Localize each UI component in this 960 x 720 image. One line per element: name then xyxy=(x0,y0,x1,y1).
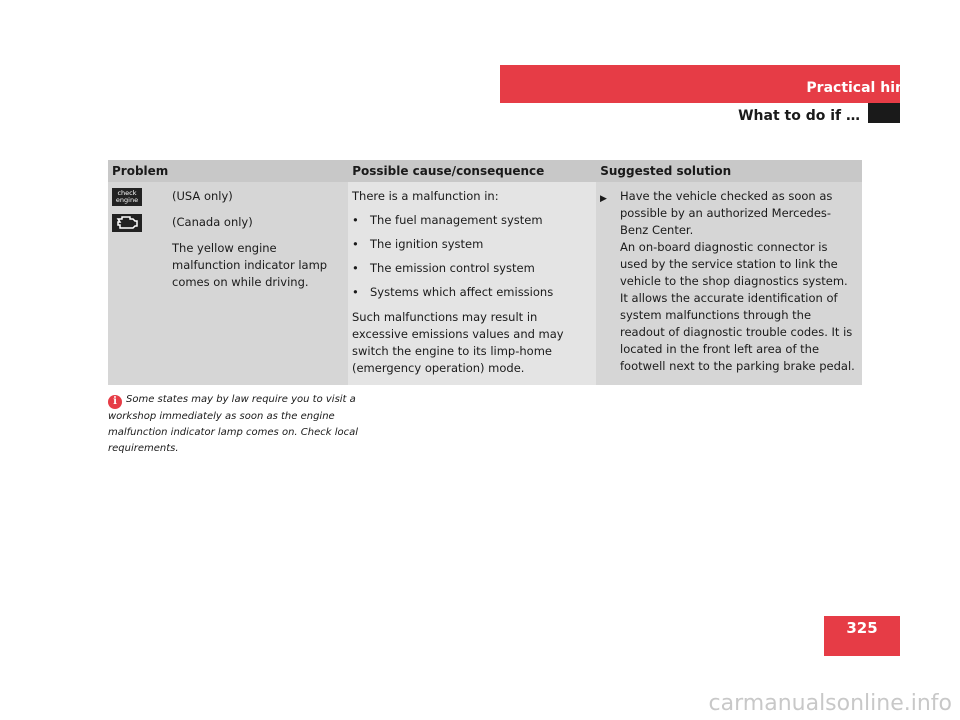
problem-description: The yellow engine malfunction indicator lamp comes on while driving. xyxy=(172,241,328,289)
header-cause: Possible cause/consequence xyxy=(352,164,545,178)
table-header xyxy=(108,160,862,182)
solution-detail: An on-board diagnostic connector is used by the service station to link the vehicle to the shop diagnostics system. It allows the accurate identification of system malfunctions through the readout of diagnostic trouble codes. It is located in the front left area of the footwell next to the parking brake pedal. xyxy=(620,240,855,373)
table-row xyxy=(108,182,862,385)
list-item: • The emission control system xyxy=(352,261,535,275)
engine-icon xyxy=(112,214,142,232)
cause-consequence: Such malfunctions may result in excessive emissions values and may switch the engine to its limp-home (emergency operation) mode. xyxy=(352,310,564,375)
list-item: • The ignition system xyxy=(352,237,484,251)
solution-action: Have the vehicle checked as soon as possible by an authorized Mercedes-Benz Center. xyxy=(620,189,833,237)
header-tab xyxy=(868,103,900,123)
usa-label: (USA only) xyxy=(172,189,233,203)
list-item: • The fuel management system xyxy=(352,213,543,227)
solution-cell xyxy=(596,182,862,385)
subsection-title: What to do if … xyxy=(738,108,860,124)
page-number: 325 xyxy=(846,619,878,637)
info-icon: i xyxy=(108,395,122,409)
cause-intro: There is a malfunction in: xyxy=(352,189,499,203)
section-title: Practical hints xyxy=(806,80,920,96)
check-engine-icon: check engine xyxy=(112,188,142,206)
note-text: Some states may by law require you to visit a workshop immediately as soon as the engine malfunction indicator lamp comes on. Check local requirements. xyxy=(108,394,358,454)
arrow-right-icon: ▶ xyxy=(600,194,607,204)
cause-cell xyxy=(348,182,596,385)
watermark: carmanualsonline.info xyxy=(708,691,952,716)
info-note xyxy=(108,392,358,457)
canada-label: (Canada only) xyxy=(172,215,253,229)
troubleshooting-table xyxy=(108,160,862,385)
header-problem: Problem xyxy=(112,164,169,178)
header-solution: Suggested solution xyxy=(600,164,732,178)
list-item: • Systems which affect emissions xyxy=(352,285,554,299)
problem-cell xyxy=(108,182,348,385)
